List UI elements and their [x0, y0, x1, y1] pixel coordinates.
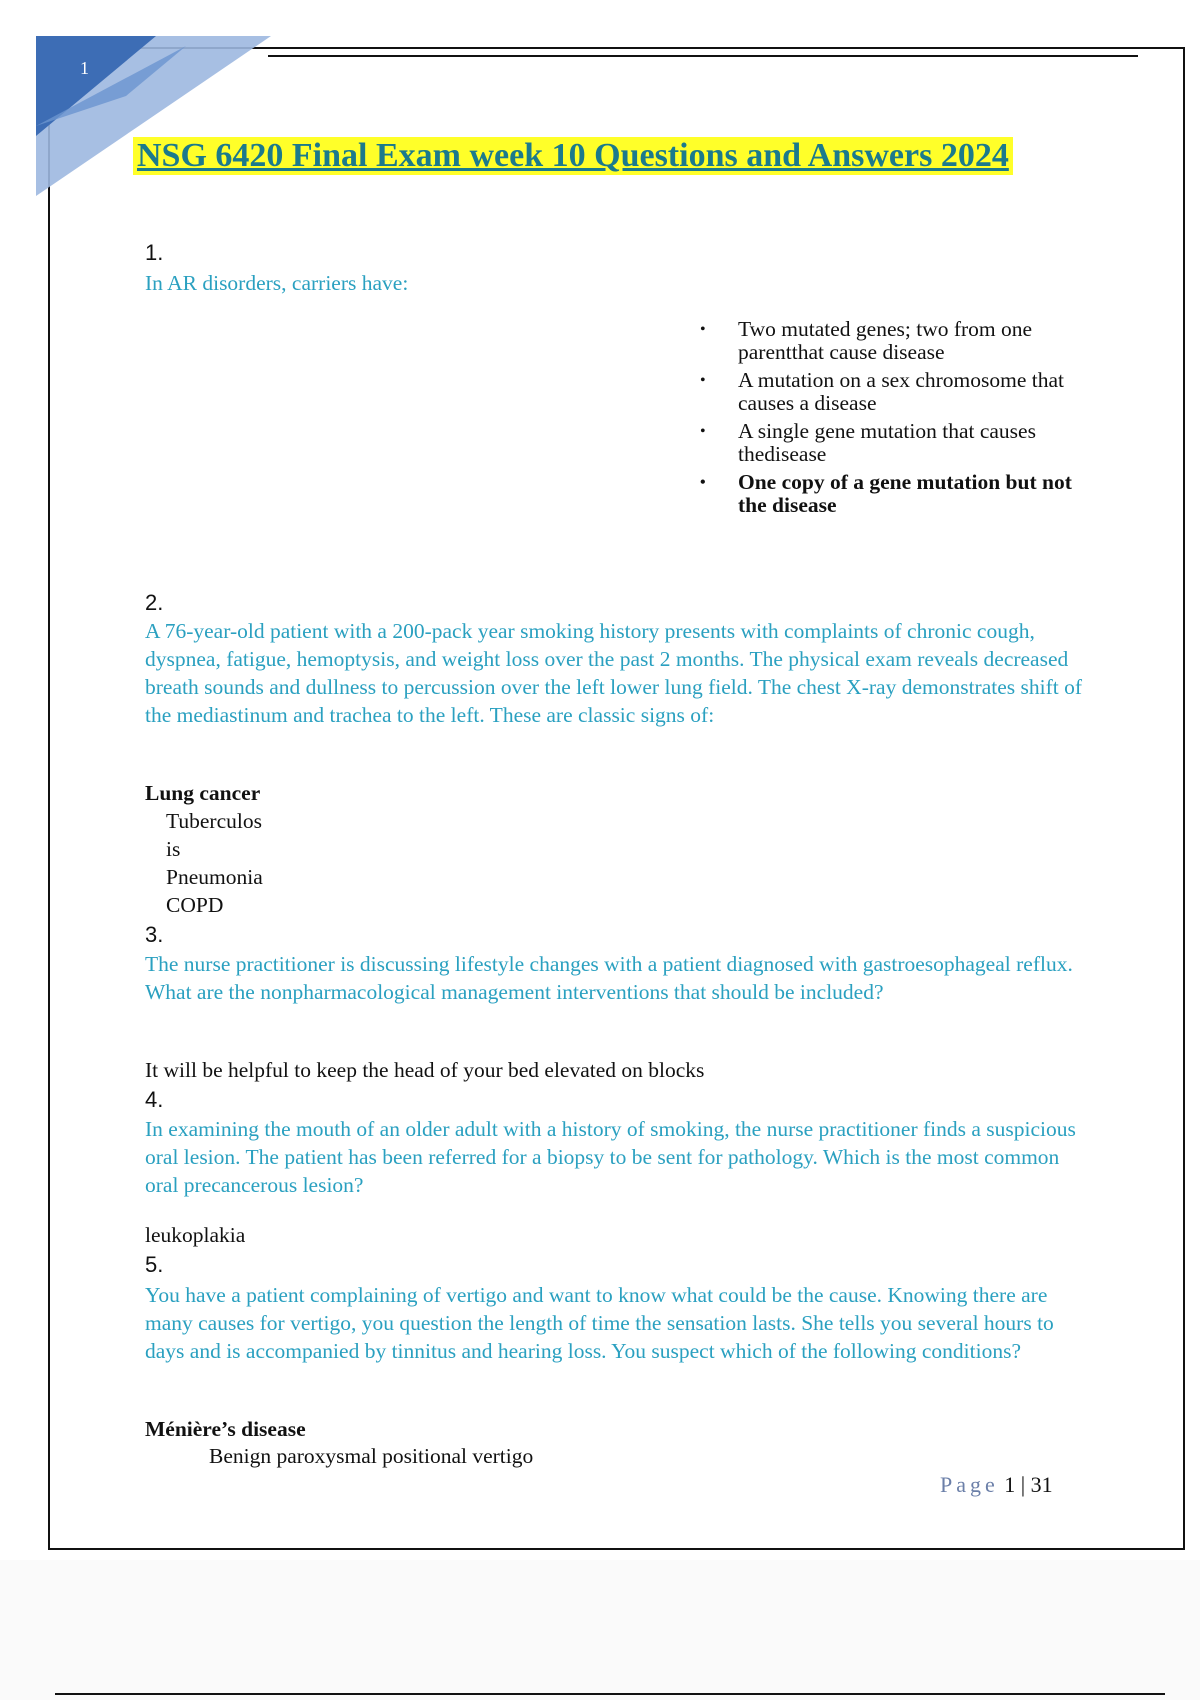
corner-page-marker: 1	[80, 58, 89, 78]
question-number: 4.	[145, 1087, 164, 1112]
answer-text: It will be helpful to keep the head of your bed elevated on blocks	[145, 1058, 705, 1082]
answer-option: COPD	[166, 893, 224, 917]
question-text: The nurse practitioner is discussing lifestyle changes with a patient diagnosed with gastroesophageal reflux. What are the nonpharmacological management interventions that should be included?	[145, 952, 1073, 1004]
bottom-rule	[55, 1693, 1165, 1695]
answer-option: • A single gene mutation that causes thedisease	[700, 420, 1080, 466]
page-total: 31	[1030, 1472, 1053, 1497]
question-text: You have a patient complaining of vertigo and want to know what could be the cause. Knowing there are many causes for vertigo, you question the length of time the sensation lasts. She tells you several hours to days and is accompanied by tinnitus and hearing loss. You suspect which of the following conditions?	[145, 1283, 1054, 1363]
correct-answer: Ménière’s disease	[145, 1417, 306, 1441]
correct-answer: Lung cancer	[145, 781, 261, 805]
corner-decoration	[36, 36, 271, 201]
answer-option: Tuberculos	[166, 809, 262, 833]
question-text: In AR disorders, carriers have:	[145, 271, 409, 295]
question-text: In examining the mouth of an older adult with a history of smoking, the nurse practitioner finds a suspicious oral lesion. The patient has been referred for a biopsy to be sent for pathology. Which is the most common oral precancerous lesion?	[145, 1117, 1076, 1197]
question-text: A 76-year-old patient with a 200-pack year smoking history presents with complaints of chronic cough, dyspnea, fatigue, hemoptysis, and weight loss over the past 2 months. The physical exam reveals decreased breath sounds and dullness to percussion over the left lower lung field. The chest X-ray demonstrates shift of the mediastinum and trachea to the left. These are classic signs of:	[145, 619, 1083, 727]
answer-text: leukoplakia	[145, 1223, 246, 1247]
question-number: 1.	[145, 240, 164, 265]
correct-answer-option: • One copy of a gene mutation but not the disease	[700, 471, 1080, 517]
page-label: Page	[940, 1472, 999, 1497]
page-bottom-area	[0, 1560, 1200, 1700]
answer-options	[700, 318, 1080, 522]
page-number: 1	[1004, 1472, 1016, 1497]
answer-option: Pneumonia	[166, 865, 263, 889]
page-separator: |	[1020, 1472, 1026, 1497]
answer-option: is	[166, 837, 181, 861]
header-rule	[268, 55, 1138, 57]
answer-option: Benign paroxysmal positional vertigo	[209, 1444, 534, 1468]
question-number: 5.	[145, 1252, 164, 1277]
question-number: 3.	[145, 922, 164, 947]
answer-option: • A mutation on a sex chromosome that causes a disease	[700, 369, 1080, 415]
page-footer	[940, 1472, 1053, 1498]
page-title: NSG 6420 Final Exam week 10 Questions and Answers 2024	[133, 137, 1013, 175]
answer-option: • Two mutated genes; two from one parentthat cause disease	[700, 318, 1080, 364]
question-number: 2.	[145, 590, 164, 615]
